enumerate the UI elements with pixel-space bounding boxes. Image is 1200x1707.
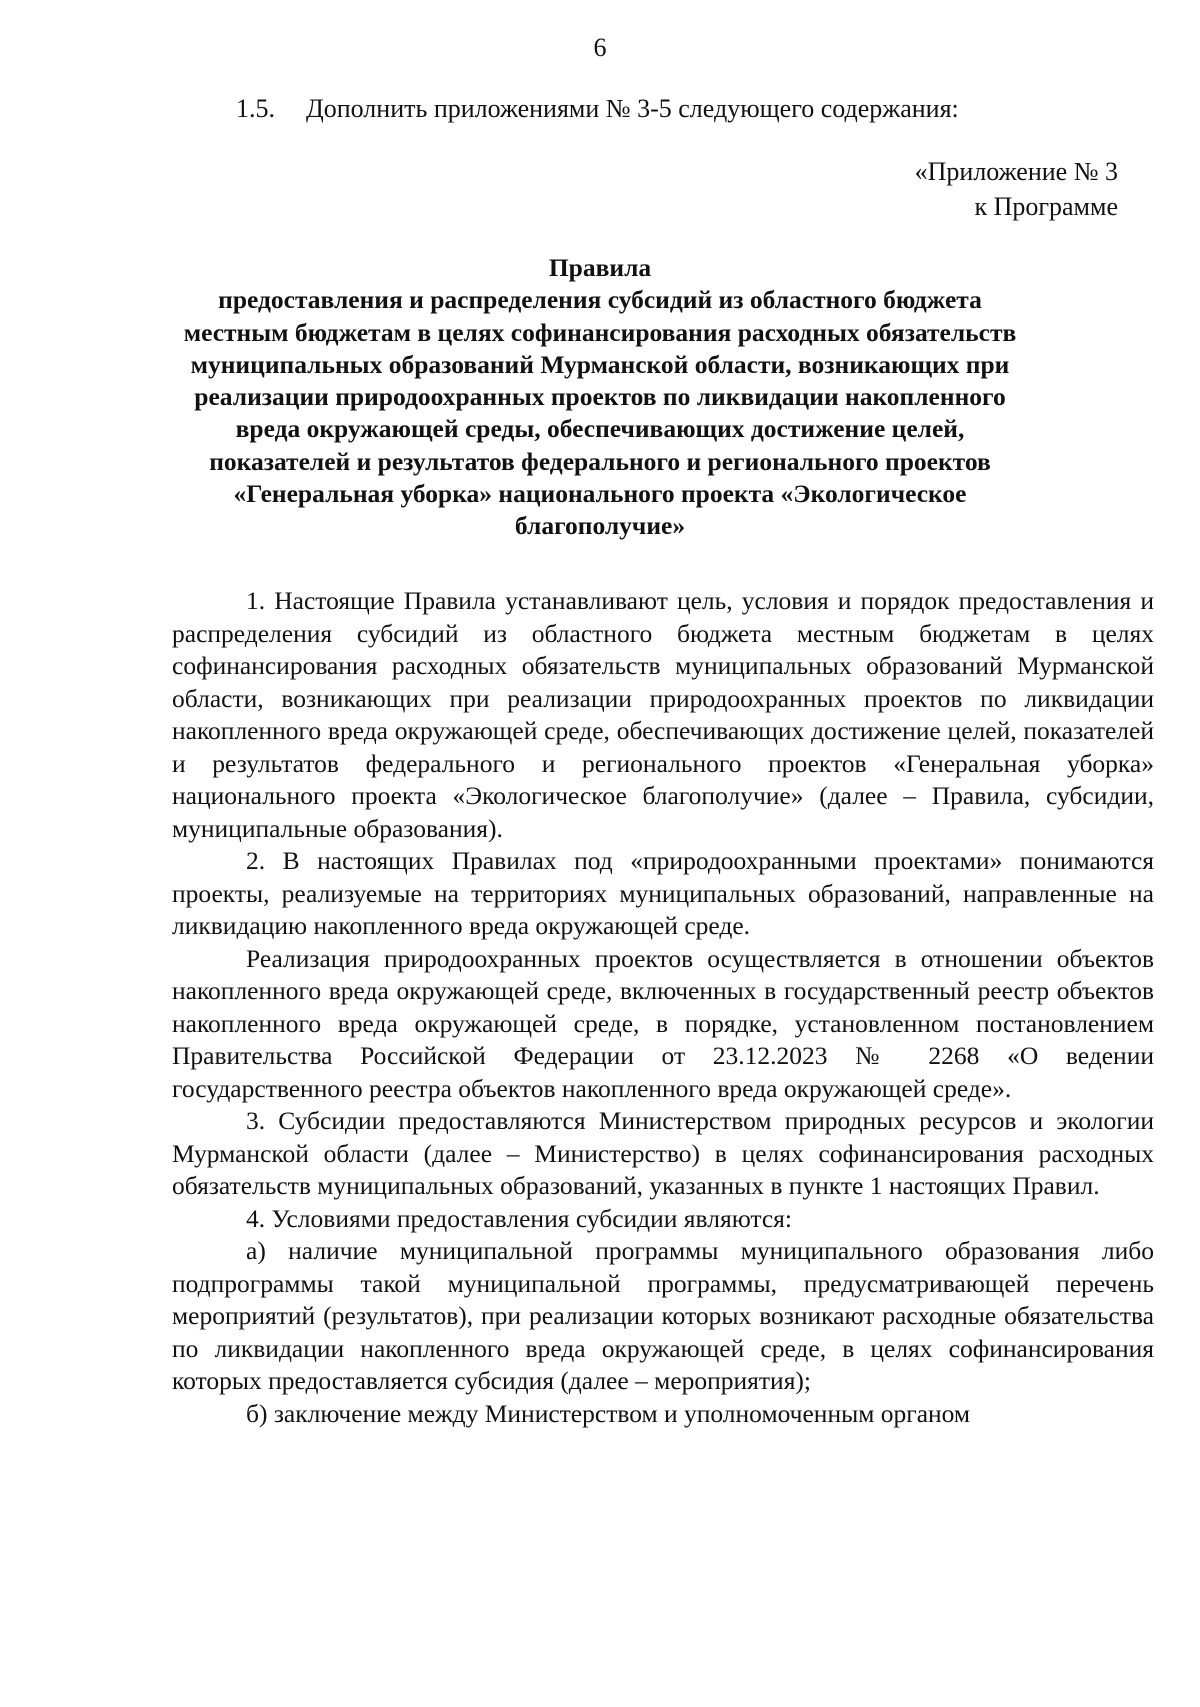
title-heading: Правила [548, 253, 652, 282]
title-line: показателей и результатов федерального и регионального проектов [209, 446, 991, 476]
title-line: вреда окружающей среды, обеспечивающих достижение целей, [235, 414, 965, 444]
title-line: муниципальных образований Мурманской области, возникающих при [190, 349, 1010, 379]
paragraph-4-b: б) заключение между Министерством и уполномоченным органом [246, 1398, 971, 1428]
amendment-line [236, 92, 959, 126]
paragraph-2-continuation: Реализация природоохранных проектов осуществляется в отношении объектов накопленного вреда окружающей среде, включенных в государственный реестр объектов накопленного вреда окружающей среде, в порядке, установленном постановлением Правительства Российской Федерации от 23.12.2023 № 2268 «О ведении государственного реестра объектов накопленного вреда окружающей среде». [172, 943, 1154, 1103]
title-line: местным бюджетам в целях софинансирования расходных обязательств [183, 317, 1017, 347]
appendix-line-2: к Программе [974, 192, 1118, 221]
paragraph-4-a: а) наличие муниципальной программы муниципального образования либо подпрограммы такой муниципальной программы, предусматривающей перечень мероприятий (результатов), при реализации которых возникают расходные обязательства по ликвидации накопленного вреда окружающей среде, в целях софинансирования которых предоставляется субсидия (далее – мероприятия); [172, 1236, 1154, 1395]
appendix-line-1: «Приложение № 3 [914, 157, 1118, 186]
amendment-number: 1.5. [236, 94, 275, 123]
amendment-text: Дополнить приложениями № 3-5 следующего содержания: [306, 94, 959, 123]
title-line: «Генеральная уборка» национального проекта «Экологическое [233, 479, 967, 509]
paragraph-4: 4. Условиями предоставления субсидии являются: [246, 1203, 792, 1233]
document-body [172, 585, 1154, 1430]
document-title [150, 252, 1050, 543]
page-number: 6 [593, 33, 607, 62]
title-line: предоставления и распределения субсидий из областного бюджета [218, 285, 982, 315]
paragraph-3: 3. Субсидии предоставляются Министерством природных ресурсов и экологии Мурманской области (далее – Министерство) в целях софинансирования расходных обязательств муниципальных образований, указанных в пункте 1 настоящих Правил. [172, 1106, 1154, 1200]
appendix-reference [915, 154, 1118, 224]
paragraph-2: 2. В настоящих Правилах под «природоохранными проектами» понимаются проекты, реализуемые на территориях муниципальных образований, направленные на ликвидацию накопленного вреда окружающей среде. [172, 846, 1154, 940]
paragraph-1: 1. Настоящие Правила устанавливают цель, условия и порядок предоставления и распределения субсидий из областного бюджета местным бюджетам в целях софинансирования расходных обязательств муниципальных образований Мурманской области, возникающих при реализации природоохранных проектов по ликвидации накопленного вреда окружающей среде, обеспечивающих достижение целей, показателей и результатов федерального и регионального проектов «Генеральная уборка» национального проекта «Экологическое благополучие» (далее – Правила, субсидии, муниципальные образования). [172, 586, 1154, 843]
title-line: реализации природоохранных проектов по ликвидации накопленного [194, 382, 1006, 412]
title-line: благополучие» [514, 511, 686, 541]
